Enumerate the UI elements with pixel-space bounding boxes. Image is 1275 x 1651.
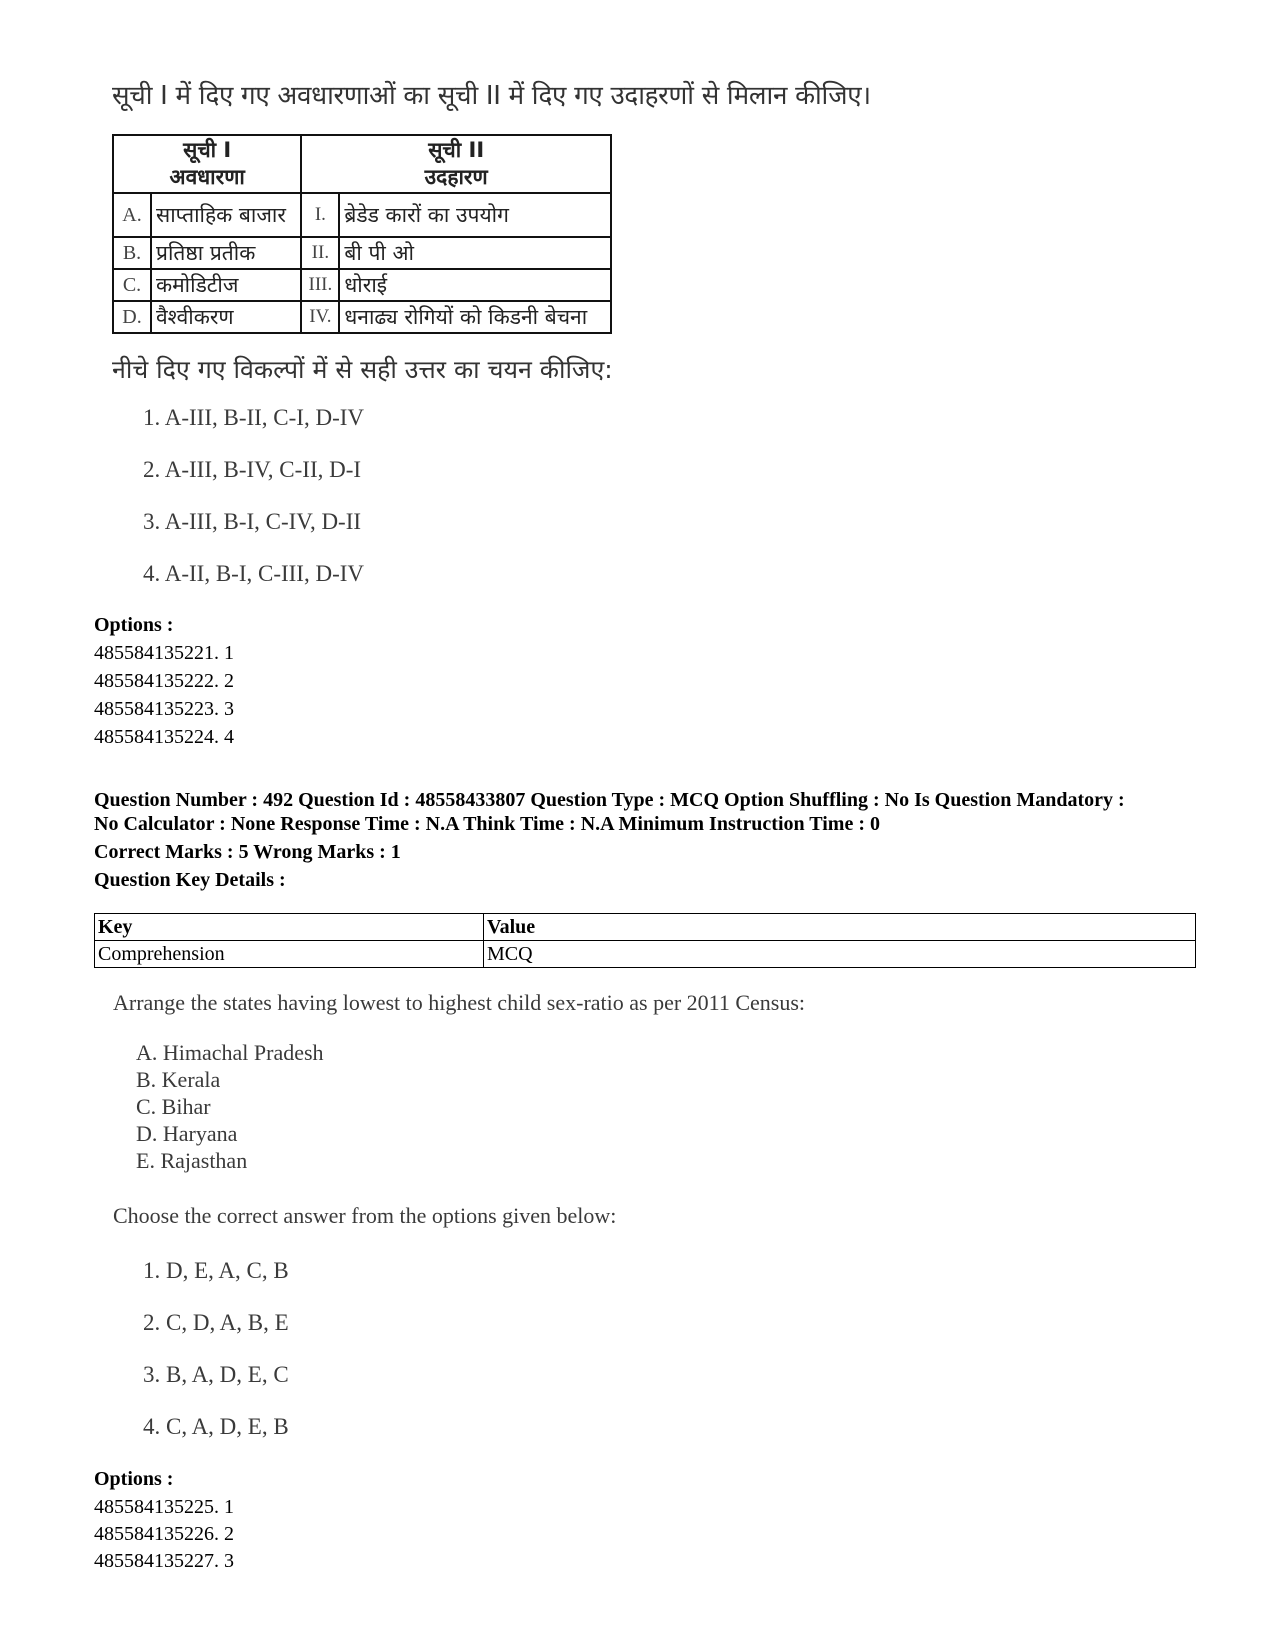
row-example: धोराई [339, 269, 611, 301]
options-label: Options : [94, 614, 174, 636]
list1-title: सूची I [183, 138, 232, 162]
row-roman: I. [301, 193, 339, 237]
list1-subtitle: अवधारणा [169, 165, 245, 189]
key-cell: Comprehension [95, 941, 484, 968]
list2-title: सूची II [428, 138, 485, 162]
key-details-label: Question Key Details : [94, 869, 286, 891]
table-row [113, 269, 611, 301]
state-list-item: A. Himachal Pradesh [136, 1040, 324, 1065]
marks-line: Correct Marks : 5 Wrong Marks : 1 [94, 841, 401, 863]
option-id-line: 485584135223. 3 [94, 698, 234, 720]
answer-choice: 4. C, A, D, E, B [143, 1414, 289, 1439]
row-example: ब्रेडेड कारों का उपयोग [339, 193, 611, 237]
question-stem-english: Arrange the states having lowest to highest child sex-ratio as per 2011 Census: [113, 990, 806, 1015]
answer-choice: 4. A-II, B-I, C-III, D-IV [143, 561, 364, 586]
answer-choice: 2. C, D, A, B, E [143, 1310, 289, 1335]
answer-choice: 1. A-III, B-II, C-I, D-IV [143, 405, 364, 430]
state-list-item: D. Haryana [136, 1121, 238, 1146]
option-id-line: 485584135227. 3 [94, 1550, 234, 1572]
option-id-line: 485584135225. 1 [94, 1496, 234, 1518]
state-list-item: C. Bihar [136, 1094, 211, 1119]
option-id-line: 485584135221. 1 [94, 642, 234, 664]
options-label: Options : [94, 1468, 174, 1490]
answer-choice: 3. B, A, D, E, C [143, 1362, 289, 1387]
list2-subtitle: उदहारण [424, 165, 488, 189]
row-concept: साप्ताहिक बाजार [151, 193, 301, 237]
question-instruction-hindi: नीचे दिए गए विकल्पों में से सही उत्तर का चयन कीजिए: [112, 355, 613, 384]
state-list-item: E. Rajasthan [136, 1148, 248, 1173]
option-id-line: 485584135224. 4 [94, 726, 234, 748]
row-concept: कमोडिटीज [151, 269, 301, 301]
table-row [113, 301, 611, 333]
answer-choice: 2. A-III, B-IV, C-II, D-I [143, 457, 362, 482]
table-row [113, 237, 611, 269]
table-row [95, 941, 1196, 968]
row-letter: A. [113, 193, 151, 237]
match-table [112, 134, 612, 334]
row-example: बी पी ओ [339, 237, 611, 269]
question-meta-line2: No Calculator : None Response Time : N.A Think Time : N.A Minimum Instruction Time : 0 [94, 813, 880, 835]
state-list-item: B. Kerala [136, 1067, 221, 1092]
table-row [113, 193, 611, 237]
answer-choice: 1. D, E, A, C, B [143, 1258, 289, 1283]
row-concept: प्रतिष्ठा प्रतीक [151, 237, 301, 269]
row-roman: III. [301, 269, 339, 301]
question-instruction-english: Choose the correct answer from the options given below: [113, 1203, 617, 1228]
row-example: धनाढ्य रोगियों को किडनी बेचना [339, 301, 611, 333]
question-meta-line1: Question Number : 492 Question Id : 48558433807 Question Type : MCQ Option Shuffling : No Is Question Mandatory : [94, 789, 1125, 811]
row-concept: वैश्वीकरण [151, 301, 301, 333]
value-header: Value [484, 914, 1196, 941]
option-id-line: 485584135222. 2 [94, 670, 234, 692]
row-roman: II. [301, 237, 339, 269]
row-letter: C. [113, 269, 151, 301]
answer-choice: 3. A-III, B-I, C-IV, D-II [143, 509, 362, 534]
key-details-table [94, 913, 1196, 968]
list1-header [113, 135, 301, 193]
list2-header [301, 135, 611, 193]
key-header: Key [95, 914, 484, 941]
table-header-row [95, 914, 1196, 941]
row-roman: IV. [301, 301, 339, 333]
value-cell: MCQ [484, 941, 1196, 968]
row-letter: D. [113, 301, 151, 333]
row-letter: B. [113, 237, 151, 269]
question-stem-hindi: सूची I में दिए गए अवधारणाओं का सूची II में दिए गए उदाहरणों से मिलान कीजिए। [112, 81, 871, 111]
option-id-line: 485584135226. 2 [94, 1523, 234, 1545]
